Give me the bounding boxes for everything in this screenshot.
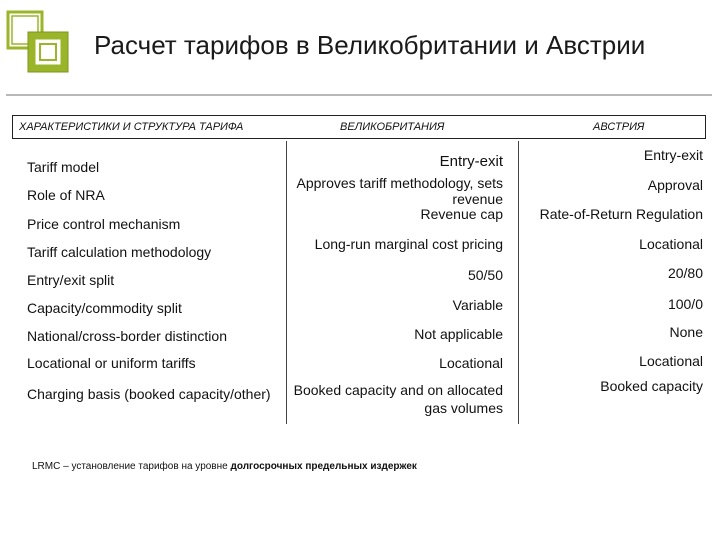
row-characteristic: Capacity/commodity split [27,300,182,316]
row-characteristic: Charging basis (booked capacity/other) [27,386,271,402]
row-characteristic: Locational or uniform tariffs [27,355,196,371]
table-header [12,115,706,139]
row-austria-value: None [669,324,703,340]
row-characteristic: Entry/exit split [27,272,115,288]
row-uk-value: Revenue cap [420,206,503,222]
row-uk-value: Approves tariff methodology, sets revenue [296,175,503,207]
column-divider [518,141,519,424]
row-austria-value: 20/80 [667,265,703,281]
footnote-text: LRMC – установление тарифов на уровне [32,461,231,472]
title-divider [6,94,712,96]
row-uk-value: 50/50 [467,267,503,283]
row-austria-value: 100/0 [667,296,703,312]
row-austria-value: Entry-exit [643,147,703,163]
row-uk-value: Long-run marginal cost pricing [314,236,503,252]
page-title: Расчет тарифов в Великобритании и Австрии [94,30,646,60]
row-uk-value: Entry-exit [439,153,503,170]
row-characteristic: National/cross-border distinction [27,328,227,344]
row-characteristic: Role of NRA [27,187,105,203]
row-austria-value: Rate-of-Return Regulation [539,206,703,222]
row-characteristic: Tariff calculation methodology [27,244,212,260]
row-uk-value: Booked capacity and on allocated gas volumes [293,382,503,416]
row-characteristic: Tariff model [27,159,100,175]
row-austria-value: Approval [647,177,703,193]
row-uk-value: Variable [452,297,503,313]
row-uk-value: Locational [439,355,503,371]
row-austria-value: Booked capacity [600,378,703,394]
row-austria-value: Locational [639,236,703,252]
column-divider [286,141,287,424]
header-uk: ВЕЛИКОБРИТАНИЯ [340,121,445,133]
header-austria: АВСТРИЯ [593,121,645,133]
header-characteristics: ХАРАКТЕРИСТИКИ И СТРУКТУРА ТАРИФА [19,121,244,133]
row-austria-value: Locational [639,353,703,369]
footnote-emphasis: долгосрочных предельных издержек [230,461,417,472]
row-uk-value: Not applicable [414,326,503,342]
logo-squares-icon [4,6,76,78]
footnote [32,461,417,472]
row-characteristic: Price control mechanism [27,216,181,232]
